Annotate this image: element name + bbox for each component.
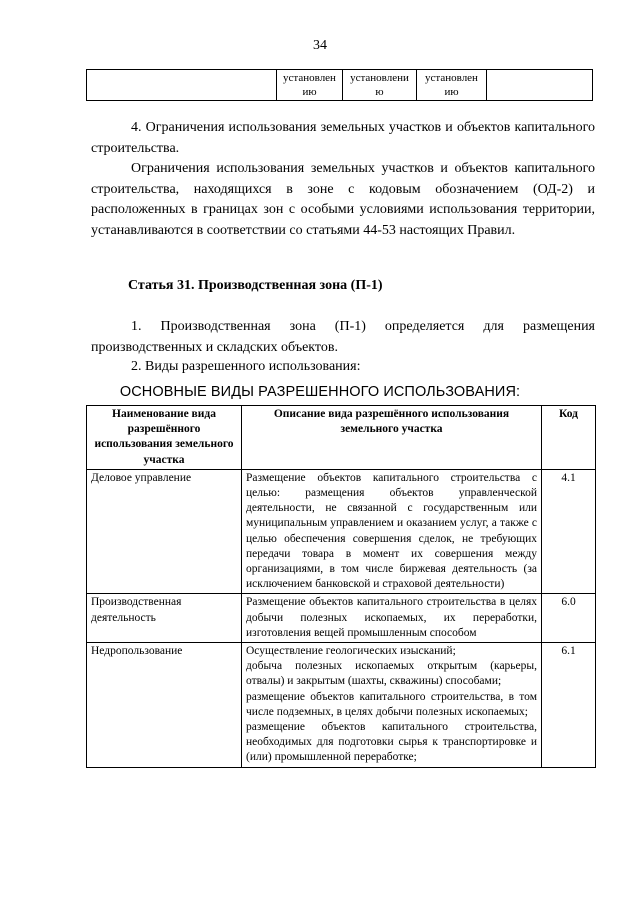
table-cell — [487, 70, 593, 101]
permitted-uses-table — [86, 405, 596, 768]
table-cell: установлени ю — [343, 70, 417, 101]
paragraph-zone-purpose: 1. Производственная зона (П-1) определяется для размещения производственных и складских объектов. — [91, 319, 595, 355]
page-number: 34 — [313, 38, 327, 53]
section-title: ОСНОВНЫЕ ВИДЫ РАЗРЕШЕННОГО ИСПОЛЬЗОВАНИЯ: — [119, 384, 521, 400]
use-type-code: 6.1 — [542, 643, 596, 768]
description-line: размещение объектов капитального строительства, в том числе подземных, в целях добычи полезных ископаемых; — [246, 690, 537, 718]
use-type-name: Деловое управление — [87, 469, 242, 594]
use-type-description — [242, 594, 542, 643]
description-line: добыча полезных ископаемых открытым (карьеры, отвалы) и закрытым (шахты, скважины) способами; — [246, 660, 537, 688]
table-header-row — [87, 406, 596, 470]
article-title: Статья 31. Производственная зона (П-1) — [128, 278, 383, 293]
description-line: Размещение объектов капитального строительства с целью: размещения объектов управленческой деятельности, не связанной с государственным или муниципальным управлением и оказанием услуг, а также с целью обеспечения совершения сделок, не требующих передачи товара в момент их совершения между организациями, в том числе биржевая деятельность (за исключением банковской и страховой деятельности) — [246, 471, 537, 591]
use-type-name: Производственная деятельность — [87, 594, 242, 643]
description-line: размещение объектов капитального строительства, необходимых для подготовки сырья к транспортировке и (или) промышленной переработке; — [246, 721, 537, 764]
table-row — [87, 70, 593, 101]
paragraph-restrictions-heading: 4. Ограничения использования земельных участков и объектов капитального строительства. — [91, 120, 595, 156]
table-row — [87, 469, 596, 594]
description-line: Осуществление геологических изысканий; — [246, 645, 456, 658]
use-type-description — [242, 469, 542, 594]
table-row — [87, 594, 596, 643]
table-row — [87, 643, 596, 768]
use-type-code: 4.1 — [542, 469, 596, 594]
continuation-table — [86, 69, 593, 101]
paragraph-restrictions-detail: Ограничения использования земельных участков и объектов капитального строительства, находящихся в зоне с кодовым обозначением (ОД-2) и расположенных в границах зон с особыми условиями использования территории, устанавливаются в соответствии со статьями 44-53 настоящих Правил. — [91, 161, 595, 238]
description-line: Размещение объектов капитального строительства в целях добычи полезных ископаемых, их переработки, изготовления вещей промышленным способом — [246, 596, 537, 639]
use-type-code: 6.0 — [542, 594, 596, 643]
column-header-code: Код — [542, 406, 596, 470]
use-type-description — [242, 643, 542, 768]
use-type-name: Недропользование — [87, 643, 242, 768]
table-cell: установлен ию — [277, 70, 343, 101]
paragraph-permitted-uses: 2. Виды разрешенного использования: — [131, 359, 361, 374]
table-cell — [87, 70, 277, 101]
column-header-name: Наименование вида разрешённого использования земельного участка — [87, 406, 242, 470]
table-cell: установлен ию — [417, 70, 487, 101]
column-header-description: Описание вида разрешённого использования земельного участка — [242, 406, 542, 470]
